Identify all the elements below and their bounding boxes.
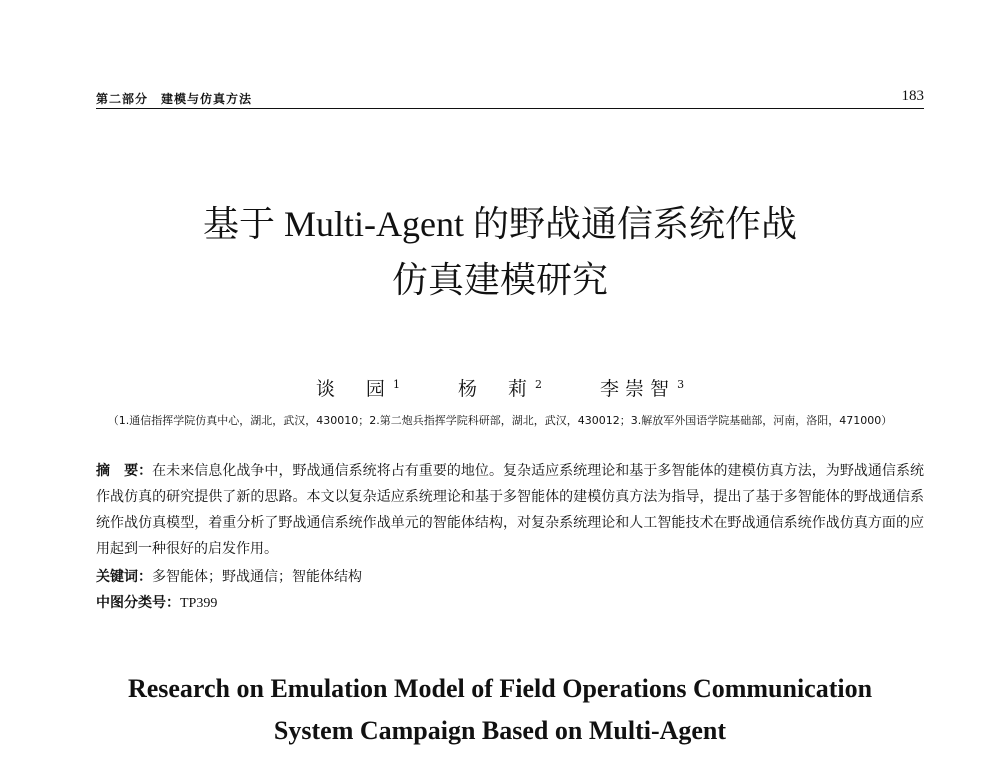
chinese-title-line-1: 基于 Multi-Agent 的野战通信系统作战 (203, 204, 797, 244)
abstract-text: 在未来信息化战争中，野战通信系统将占有重要的地位。复杂适应系统理论和基于多智能体的建模仿真方法，为野战通信系统作战仿真的研究提供了新的思路。本文以复杂适应系统理论和基于多智能体的建模仿真方法为指导，提出了基于多智能体的野战通信系统作战仿真模型，着重分析了野战通信系统作战单元的智能体结构，对复杂系统理论和人工智能技术在野战通信系统作战仿真方面的应用起到一种很好的启发作用。 (96, 463, 924, 557)
classification-number (96, 592, 217, 612)
abstract-label: 摘 要： (96, 463, 153, 479)
section-title: 第二部分 建模与仿真方法 (96, 92, 253, 106)
abstract (96, 458, 924, 562)
keywords-label: 关键词： (96, 569, 152, 585)
english-title-line-2: System Campaign Based on Multi-Agent (273, 716, 727, 745)
author-list (100, 374, 900, 401)
classification-label: 中图分类号： (96, 595, 180, 611)
english-title (60, 668, 940, 752)
keywords-text: 多智能体；野战通信；智能体结构 (152, 569, 362, 585)
running-header (96, 86, 924, 109)
chinese-title-line-2: 仿真建模研究 (391, 260, 608, 300)
english-title-line-1: Research on Emulation Model of Field Operations Communication (127, 674, 873, 703)
chinese-title (60, 196, 940, 308)
author: 杨 莉 $^2$ (457, 377, 542, 400)
classification-value: TP399 (180, 596, 218, 611)
author: 谈 园 $^1$ (315, 377, 400, 400)
affiliations: （1.通信指挥学院仿真中心，湖北，武汉，430010；2.第二炮兵指挥学院科研部，湖北，武汉，430012；3.解放军外国语学院基础部，河南，洛阳，471000） (107, 414, 893, 427)
page-number: 183 (901, 88, 924, 104)
keywords (96, 566, 362, 586)
author: 李崇智 $^3$ (600, 377, 685, 400)
